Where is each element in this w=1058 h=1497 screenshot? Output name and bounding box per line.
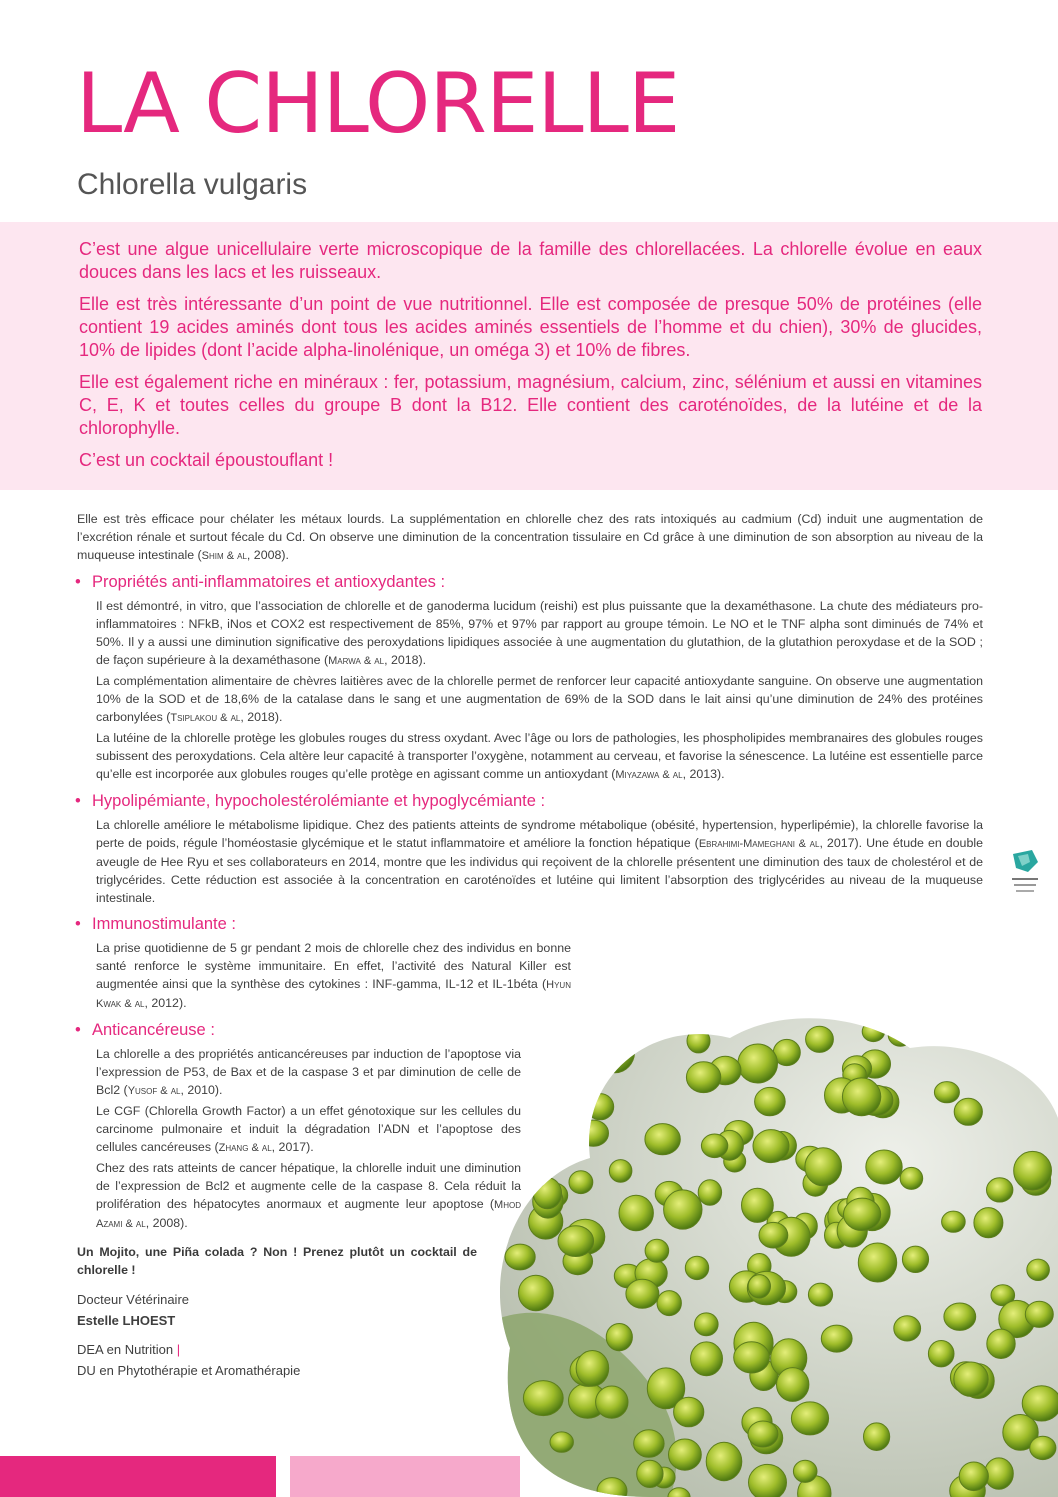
algae-cell <box>959 1462 988 1491</box>
algae-cell <box>742 1188 774 1222</box>
algae-cell <box>626 1279 659 1308</box>
citation-year: , 2017). <box>271 1140 314 1154</box>
algae-cell <box>535 1134 566 1164</box>
algae-cell <box>634 1430 664 1458</box>
algae-cell <box>606 1324 632 1351</box>
algae-cell <box>928 1341 954 1367</box>
algae-cell <box>944 1303 976 1330</box>
algae-cell <box>645 1124 680 1155</box>
closing-line: Un Mojito, une Piña colada ? Non ! Prenez plutôt un cocktail de chlorelle ! <box>77 1245 477 1277</box>
algae-cell <box>934 1082 959 1103</box>
algae-cell <box>516 1083 551 1119</box>
section-heading-text: Hypolipémiante, hypocholestérolémiante et hypoglycémiante : <box>92 792 546 810</box>
citation: Ebrahimi-Mameghani & al <box>698 838 820 850</box>
algae-cell <box>748 1275 770 1298</box>
section-heading <box>77 790 983 812</box>
algae-cell <box>805 1148 842 1186</box>
algae-cell <box>862 1022 884 1042</box>
paragraph-text: Le CGF (Chlorella Growth Factor) a un effet génotoxique sur les cellules du carcinome pulmonaire et induit la dégradation l’ADN et l’apoptose des cellules cancéreuses ( <box>96 1104 521 1154</box>
algae-cell <box>864 1423 890 1451</box>
algae-cell <box>664 1190 702 1229</box>
algae-cell <box>821 1325 852 1352</box>
author-role: Docteur Vétérinaire <box>77 1292 189 1307</box>
algae-cell <box>900 1167 923 1189</box>
intro-paragraph-1: C’est une algue unicellulaire verte microscopique de la famille des chlorellacées. La chlorelle évolue en eaux douces dans les lacs et les ruisseaux. <box>79 239 982 282</box>
paragraph-text: La chlorelle améliore le métabolisme lipidique. Chez des patients atteints de syndrome métabolique (obésité, hypertension, hyperlipémie), la chlorelle favorise la perte de poids, régule l’homéostasie glycémique et le statut inflammatoire et améliore la fonction hépatique ( <box>96 818 983 850</box>
degree-text: DEA en Nutrition <box>77 1342 174 1357</box>
algae-cell <box>793 1460 817 1482</box>
bullet-icon: • <box>75 1021 81 1039</box>
intro-paragraph-2: Elle est très intéressante d’un point de vue nutritionnel. Elle est composée de presque 50% de protéines (elle contient 19 acides aminés dont tous les acides aminés essentiels de l’homme et du chien), 30% de glucides, 10% de lipides (dont l’acide alpha-linolénique, un oméga 3) et 10% de fibres. <box>79 294 982 360</box>
algae-cell <box>987 1178 1013 1202</box>
algae-cell <box>576 1351 609 1387</box>
algae-cell <box>691 1342 723 1376</box>
algae-cell <box>777 1368 809 1402</box>
paragraph-text: Chez des rats atteints de cancer hépatique, la chlorelle induit une diminution de l’expression de Bcl2 et augmente celle de la caspase 8. Cela réduit la prolifération des hépatocytes anormaux et augmente leur apoptose ( <box>96 1161 521 1211</box>
algae-cell <box>791 1402 828 1435</box>
citation-year: , 2012). <box>144 996 187 1010</box>
algae-cell <box>1022 1386 1058 1421</box>
algae-cell <box>1025 1301 1053 1327</box>
algae-cell <box>695 1313 719 1336</box>
citation: Shim & al <box>201 550 247 562</box>
paragraph-text: La complémentation alimentaire de chèvres laitières avec de la chlorelle permet de renforcer leur capacité antioxydante sanguine. On observe une augmentation 10% de la SOD et de 18,6% de la catalase dans le sang et une augmentation de 69% de la SOD dans le lait ainsi qu’une diminution de 24% des protéines carbonylées ( <box>96 674 983 724</box>
author-degree-2: DU en Phytothérapie et Aromathérapie <box>77 1363 301 1378</box>
algae-cell <box>523 1381 563 1416</box>
section-anti-inflammatory <box>77 571 983 784</box>
algae-cell <box>599 1036 622 1056</box>
section-paragraph <box>96 1159 521 1233</box>
section-heading <box>77 913 983 935</box>
algae-cell <box>596 1386 628 1418</box>
lead-paragraph <box>77 510 983 565</box>
algae-cell <box>894 1316 921 1341</box>
section-paragraph <box>96 729 983 784</box>
citation: Miyazawa & al <box>615 769 683 781</box>
algae-cell <box>578 1120 608 1146</box>
algae-cell <box>734 1342 770 1373</box>
citation: Zhang & al <box>218 1142 272 1154</box>
intro-paragraph-4: C’est un cocktail époustouflant ! <box>79 450 334 470</box>
section-paragraph <box>96 597 983 670</box>
algae-cell <box>749 1464 787 1497</box>
algae-cell <box>687 1029 710 1053</box>
section-paragraph <box>96 1045 521 1100</box>
algae-cell <box>844 1198 881 1230</box>
algae-cell <box>596 1030 635 1073</box>
section-heading-text: Immunostimulante : <box>92 915 236 933</box>
algae-cell <box>974 1208 1003 1238</box>
algae-cell <box>619 1195 653 1231</box>
algae-cell <box>685 1256 708 1279</box>
algae-cell <box>546 1092 570 1116</box>
algae-cell <box>888 1024 912 1047</box>
algae-cell <box>985 1458 1014 1489</box>
algae-cell <box>1030 1436 1056 1459</box>
page-subtitle: Chlorella vulgaris <box>77 168 308 201</box>
algae-cell <box>755 1087 786 1115</box>
publisher-logo-icon <box>1008 848 1042 900</box>
algae-cell <box>669 1439 702 1470</box>
author-name: Estelle LHOEST <box>77 1313 176 1328</box>
algae-cell <box>552 1084 577 1107</box>
algae-cell <box>987 1329 1015 1358</box>
section-immunostimulante <box>77 913 983 1013</box>
citation-year: , 2018). <box>384 653 427 667</box>
section-paragraph <box>96 816 983 907</box>
intro-panel <box>0 222 1058 490</box>
algae-cell <box>698 1180 721 1205</box>
citation: Yusof & al <box>127 1085 181 1097</box>
algae-cell <box>866 1150 902 1184</box>
chlorella-microscope-image <box>500 1018 1058 1497</box>
section-paragraph <box>96 939 571 1013</box>
paragraph-text: , 2017). Une étude en double aveugle de Hee Ryu et ses collaborateurs en 2014, montre que les individus qui reçoivent de la chlorelle présentent une diminution des taux de cholestérol et de triglycérides. Cette réduction est associée à la concentration en caroténoïdes et lutéine qui limitent l’absorption des triglycérides au niveau de la muqueuse intestinale. <box>96 836 983 905</box>
section-hypolipemiante <box>77 790 983 907</box>
footer-bar-accent <box>0 1456 276 1497</box>
citation-year: , 2018). <box>240 710 283 724</box>
algae-cell <box>738 1044 778 1083</box>
citation: Tsiplakou & al <box>170 712 241 724</box>
closing-block <box>77 1243 477 1279</box>
separator: | <box>176 1342 181 1357</box>
algae-cell <box>533 1178 561 1209</box>
algae-cell <box>1027 1259 1050 1280</box>
section-heading <box>77 571 983 593</box>
algae-cell <box>808 1283 832 1306</box>
algae-cell <box>550 1432 573 1452</box>
algae-cell <box>609 1160 632 1183</box>
citation-year: , 2013). <box>682 767 725 781</box>
algae-cell <box>701 1134 727 1158</box>
algae-cell <box>806 1026 834 1052</box>
algae-cell <box>592 1018 629 1050</box>
intro-paragraph-3: Elle est également riche en minéraux : fer, potassium, magnésium, calcium, zinc, sélénium et aussi en vitamines C, E, K et toutes celles du groupe B dont la B12. Elle contient des caroténoïdes, de la lutéine et de la chlorophylle. <box>79 372 982 438</box>
paragraph-text: La lutéine de la chlorelle protège les globules rouges du stress oxydant. Avec l’âge ou lors de pathologies, les phospholipides membranaires des globules rouges subissent des peroxydations. Cela altère leur capacité à transporter l’oxygène, notamment au cerveau, et favorise la sénescence. La lutéine est essentielle parce qu’elle est incorporée aux globules rouges qu’elle protège en agissant comme un antioxydant ( <box>96 731 983 781</box>
page-title: LA CHLORELLE <box>76 55 680 152</box>
algae-cell <box>902 1246 928 1272</box>
paragraph-text: Il est démontré, in vitro, que l’association de chlorelle et de ganoderma lucidum (reishi) est plus puissante que la dexaméthasone. La chute des médiateurs pro-inflammatoires : NFkB, iNos et COX2 est respectivement de 85%, 97% et 97% par rapport au groupe témoin. Le NO et le TNF alpha sont diminués de 74% et 50%. Il y a aussi une diminution significative des peroxydations lipidiques associée à une augmentation du glutathion, de la glutathion peroxydase et de la SOD ; de façon supérieure à la dexaméthasone ( <box>96 599 983 667</box>
section-heading-text: Anticancéreuse : <box>92 1021 215 1039</box>
bullet-icon: • <box>75 573 81 591</box>
algae-cell <box>1019 1018 1047 1042</box>
algae-cell <box>637 1460 663 1487</box>
algae-cell <box>575 1018 610 1053</box>
algae-cell <box>515 1132 539 1155</box>
section-paragraph <box>96 672 983 727</box>
algae-cell <box>1014 1151 1052 1190</box>
algae-cell <box>587 1094 614 1120</box>
paragraph-text: La chlorelle a des propriétés anticancéreuses par induction de l’apoptose via l’expression de P53, de Bax et de la caspase 3 et par diminution de celle de Bcl2 ( <box>96 1047 521 1097</box>
section-heading-text: Propriétés anti-inflammatoires et antioxydantes : <box>92 573 446 591</box>
algae-cell <box>514 1159 547 1188</box>
algae-cell <box>954 1362 988 1396</box>
lead-text: Elle est très efficace pour chélater les métaux lourds. La supplémentation en chlorelle chez des rats intoxiqués au cadmium (Cd) induit une augmentation de l’excrétion rénale et surtout fécale du Cd. On observe une diminution de la concentration tissulaire en Cd grâce à une diminution de son absorption au niveau de la muqueuse intestinale ( <box>77 512 983 562</box>
algae-cell <box>505 1244 535 1270</box>
citation: Mhod Azami & al <box>96 1199 521 1230</box>
algae-cell <box>645 1239 669 1262</box>
paragraph-text: La prise quotidienne de 5 gr pendant 2 mois de chlorelle chez des individus en bonne santé renforce le système immunitaire. En effet, l’activité des Natural Killer est augmentée ainsi que la synthèse des cytokines : INF-gamma, IL-12 et IL-1béta ( <box>96 941 571 991</box>
algae-cell <box>706 1442 742 1480</box>
algae-cell <box>858 1243 896 1282</box>
algae-cell <box>753 1130 789 1163</box>
citation: Hyun Kwak & al <box>96 979 571 1010</box>
algae-cell <box>519 1275 554 1311</box>
citation-year: , 2010). <box>180 1083 223 1097</box>
algae-cell <box>748 1421 778 1447</box>
citation: Marwa & al <box>328 655 385 667</box>
algae-cell <box>686 1062 720 1093</box>
algae-cell <box>942 1211 966 1232</box>
bullet-icon: • <box>75 915 81 933</box>
footer-bar-light <box>290 1456 520 1497</box>
algae-cell <box>954 1098 982 1125</box>
citation-year: , 2008). <box>145 1216 188 1230</box>
section-paragraph <box>96 1102 521 1157</box>
algae-cell <box>759 1222 788 1248</box>
bullet-icon: • <box>75 792 81 810</box>
algae-cell <box>558 1226 594 1257</box>
algae-cell <box>569 1171 593 1194</box>
algae-cell <box>674 1397 704 1427</box>
algae-cell <box>842 1078 880 1116</box>
citation-year: , 2008). <box>246 548 289 562</box>
algae-cell <box>657 1291 681 1316</box>
